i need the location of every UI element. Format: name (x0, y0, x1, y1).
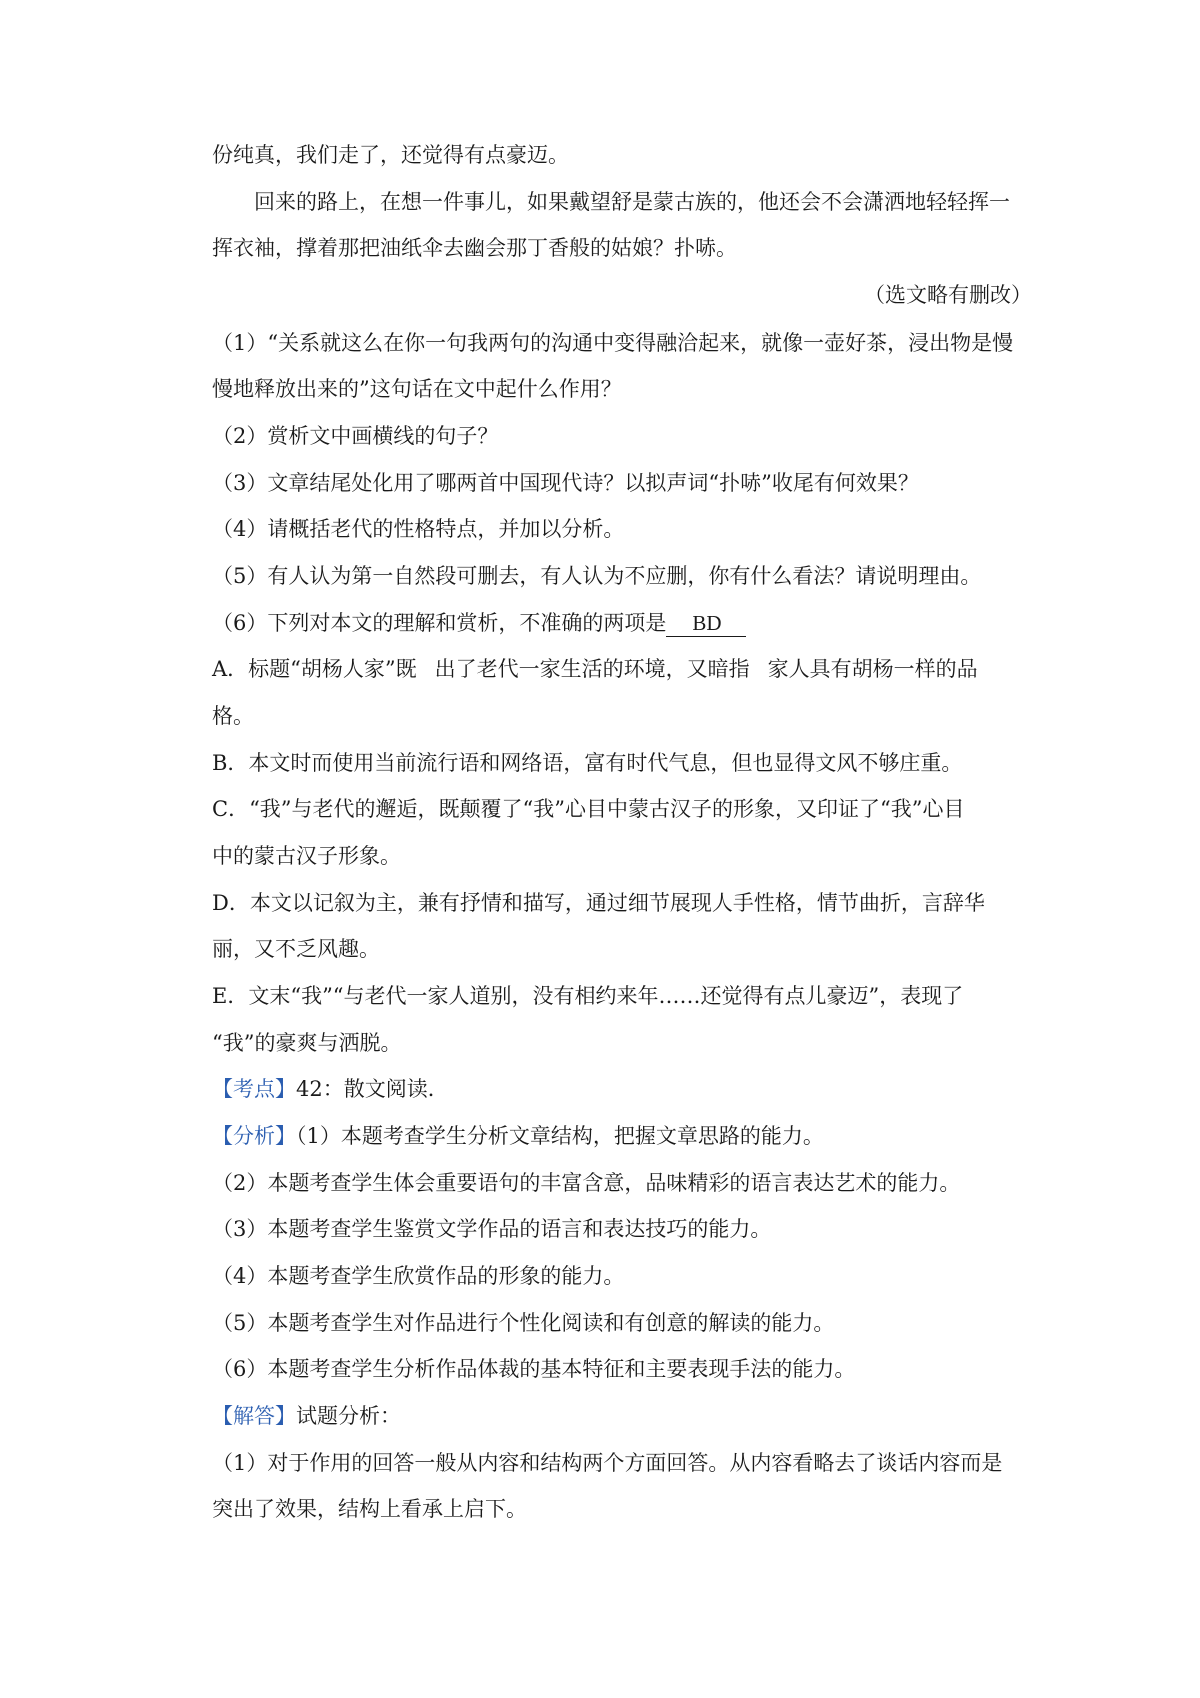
fenxi-line: （4）本题考查学生欣赏作品的形象的能力。 (212, 1264, 625, 1288)
option-e-cont: “我”的豪爽与洒脱。 (212, 1031, 402, 1055)
answer-blank: BD (666, 610, 745, 637)
question-2: （2）赏析文中画横线的句子？ (212, 424, 499, 448)
jieda-text: 试题分析： (296, 1404, 401, 1428)
option-b: B．本文时而使用当前流行语和网络语，富有时代气息，但也显得文风不够庄重。 (212, 751, 963, 775)
option-d-cont: 丽，又不乏风趣。 (212, 937, 380, 961)
fenxi-line: （3）本题考查学生鉴赏文学作品的语言和表达技巧的能力。 (212, 1217, 772, 1241)
answer-1-cont: 突出了效果，结构上看承上启下。 (212, 1497, 527, 1521)
option-a-cont: 格。 (212, 704, 254, 728)
question-6 (212, 608, 1032, 638)
option-d: D．本文以记叙为主，兼有抒情和描写，通过细节展现人手性格，情节曲折，言辞华 (212, 891, 985, 915)
fenxi-line: （5）本题考查学生对作品进行个性化阅读和有创意的解读的能力。 (212, 1311, 835, 1335)
jieda (212, 1401, 1032, 1431)
option-a (212, 654, 1032, 684)
option-a-part: A．标题“胡杨人家”既 (212, 657, 417, 681)
passage-line: 挥衣袖，撑着那把油纸伞去幽会那丁香般的姑娘？扑哧。 (212, 236, 737, 260)
jieda-tag: 【解答】 (212, 1404, 296, 1428)
passage-line: 回来的路上，在想一件事儿，如果戴望舒是蒙古族的，他还会不会潇洒地轻轻挥一 (254, 190, 1010, 214)
fenxi-tag: 【分析】 (212, 1124, 296, 1148)
fenxi-line: （6）本题考查学生分析作品体裁的基本特征和主要表现手法的能力。 (212, 1357, 856, 1381)
answer-1: （1）对于作用的回答一般从内容和结构两个方面回答。从内容看略去了谈话内容而是 (212, 1451, 1003, 1475)
question-1: （1）“关系就这么在你一句我两句的沟通中变得融洽起来，就像一壶好茶，浸出物是慢 (212, 331, 1014, 355)
option-c: C．“我”与老代的邂逅，既颠覆了“我”心目中蒙古汉子的形象，又印证了“我”心目 (212, 797, 965, 821)
question-3: （3）文章结尾处化用了哪两首中国现代诗？以拟声词“扑哧”收尾有何效果？ (212, 471, 919, 495)
passage-line: 份纯真，我们走了，还觉得有点豪迈。 (212, 143, 569, 167)
source-note: （选文略有删改） (864, 283, 1032, 307)
fenxi-line: （2）本题考查学生体会重要语句的丰富含意，品味精彩的语言表达艺术的能力。 (212, 1171, 961, 1195)
option-a-part: 家人具有胡杨一样的品 (767, 657, 978, 681)
question-4: （4）请概括老代的性格特点，并加以分析。 (212, 517, 625, 541)
kaodian (212, 1074, 1032, 1104)
kaodian-tag: 【考点】 (212, 1077, 296, 1101)
question-6-text: （6）下列对本文的理解和赏析，不准确的两项是 (212, 611, 667, 635)
fenxi (212, 1121, 1032, 1151)
option-e: E．文末“我”“与老代一家人道别，没有相约来年……还觉得有点儿豪迈”，表现了 (212, 984, 964, 1008)
kaodian-text: 42：散文阅读． (296, 1077, 449, 1101)
option-c-cont: 中的蒙古汉子形象。 (212, 844, 401, 868)
fenxi-line: （1）本题考查学生分析文章结构，把握文章思路的能力。 (296, 1124, 824, 1148)
question-1-cont: 慢地释放出来的”这句话在文中起什么作用？ (212, 377, 622, 401)
question-5: （5）有人认为第一自然段可删去，有人认为不应删，你有什么看法？请说明理由。 (212, 564, 982, 588)
option-a-part: 出了老代一家生活的环境，又暗指 (434, 657, 750, 681)
